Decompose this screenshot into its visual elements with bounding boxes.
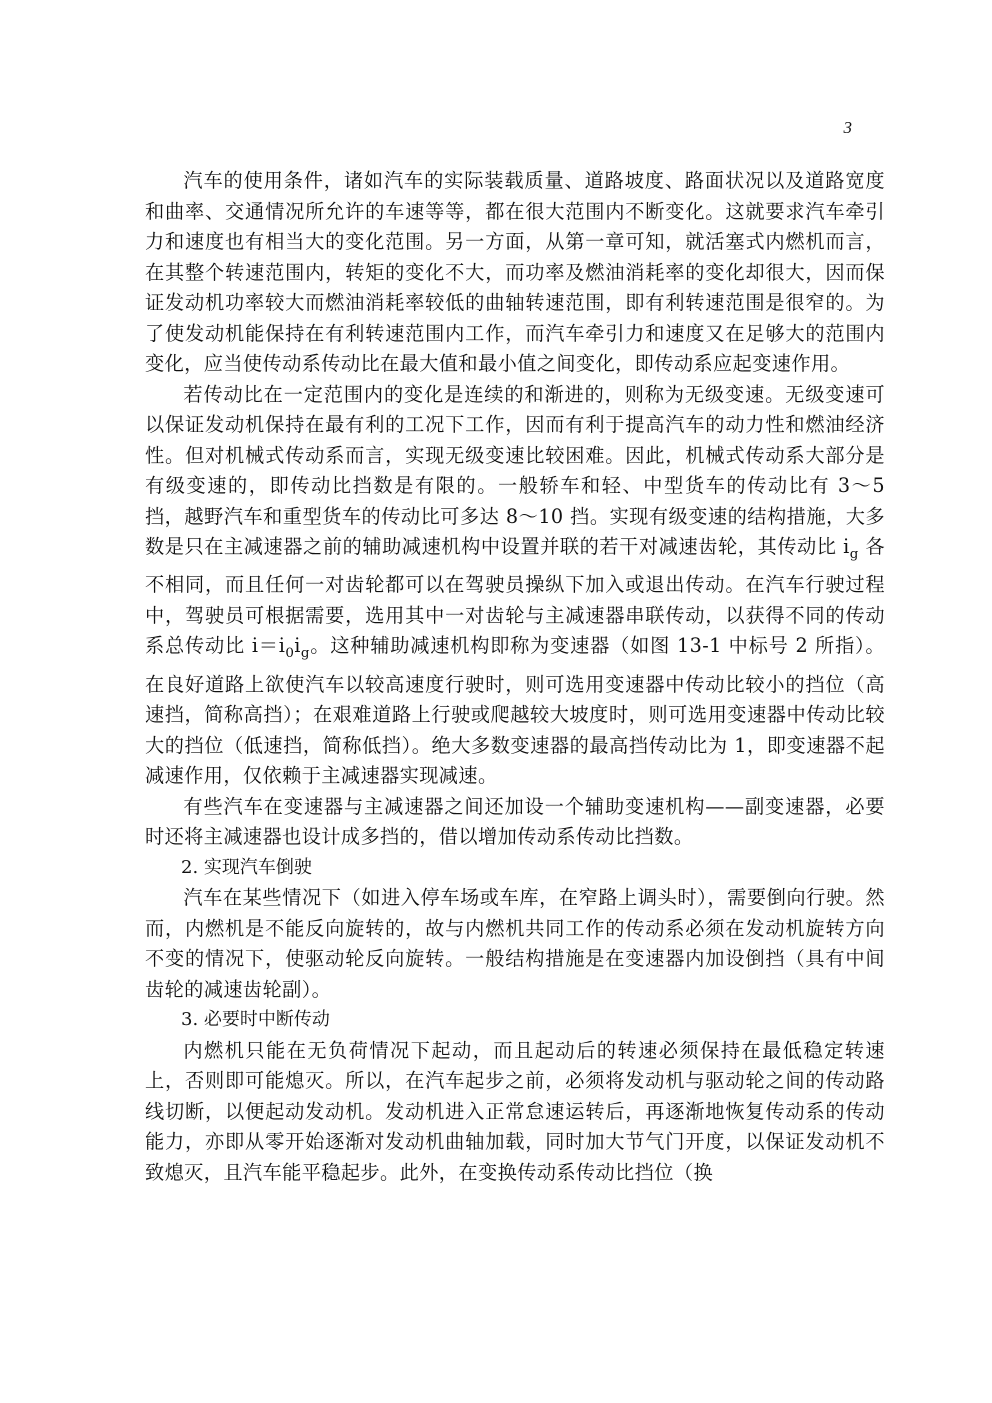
subscript: g xyxy=(300,646,310,662)
section-heading-interrupt: 3. 必要时中断传动 xyxy=(181,1009,330,1031)
text-run: i xyxy=(294,634,301,658)
page-number: 3 xyxy=(843,118,852,137)
subscript: g xyxy=(849,546,859,562)
paragraph-interrupt-transmission: 内燃机只能在无负荷情况下起动，而且起动后的转速必须保持在最低稳定转速上，否则即可能熄灭。所以，在汽车起步之前，必须将发动机与驱动轮之间的传动路线切断，以便起动发动机。发动机进入正常怠速运转后，再逐渐地恢复传动系的传动能力，亦即从零开始逐渐对发动机曲轴加载，同时加大节气门开度，以保证发动机不致熄灭，且汽车能平稳起步。此外，在变换传动系传动比挡位（换 xyxy=(145,1038,885,1184)
text-body xyxy=(145,166,885,1188)
text-run: 若传动比在一定范围内的变化是连续的和渐进的，则称为无级变速。无级变速可以保证发动机保持在最有利的工况下工作，因而有利于提高汽车的动力性和燃油经济性。但对机械式传动系而言，实现无级变速比较困难。因此，机械式传动系大部分是有级变速的，即传动比挡数是有限的。一般轿车和轻、中型货车的传动比有 3～5 挡，越野汽车和重型货车的传动比可多达 8～10 挡。实现有级变速的结构措施，大多数是只在主减速器之前的辅助减速机构中设置并联的若干对减速齿轮，其传动比 i xyxy=(145,382,885,558)
paragraph-reverse-driving: 汽车在某些情况下（如进入停车场或车库，在窄路上调头时），需要倒向行驶。然而，内燃机是不能反向旋转的，故与内燃机共同工作的传动系必须在发动机旋转方向不变的情况下，使驱动轮反向旋转。一般结构措施是在变速器内加设倒挡（具有中间齿轮的减速齿轮副）。 xyxy=(145,886,885,1001)
text-run: 各不相同，而且任何一对齿轮都可以在驾驶员操纵下加入或退出传动。在汽车行驶过程中，驾驶员可根据需要，选用其中一对齿轮与主减速器串联传动，以获得不同的传动系总传动比 i＝i xyxy=(145,535,885,658)
text-run: 。这种辅助减速机构即称为变速器（如图 13-1 中标号 2 所指）。在良好道路上欲使汽车以较高速度行驶时，则可选用变速器中传动比较小的挡位（高速挡，简称高挡）；在艰难道路上行驶或爬越较大坡度时，则可选用变速器中传动比较大的挡位（低速挡，简称低挡）。绝大多数变速器的最高挡传动比为 1，即变速器不起减速作用，仅依赖于主减速器实现减速。 xyxy=(145,634,885,788)
paragraph-usage-conditions: 汽车的使用条件，诸如汽车的实际装载质量、道路坡度、路面状况以及道路宽度和曲率、交通情况所允许的车速等等，都在很大范围内不断变化。这就要求汽车牵引力和速度也有相当大的变化范围。另一方面，从第一章可知，就活塞式内燃机而言，在其整个转速范围内，转矩的变化不大，而功率及燃油消耗率的变化却很大，因而保证发动机功率较大而燃油消耗率较低的曲轴转速范围，即有利转速范围是很窄的。为了使发动机能保持在有利转速范围内工作，而汽车牵引力和速度又在足够大的范围内变化，应当使传动系传动比在最大值和最小值之间变化，即传动系应起变速作用。 xyxy=(145,169,885,375)
subscript: 0 xyxy=(285,646,295,662)
paragraph-stepless-transmission xyxy=(145,380,885,792)
paragraph-auxiliary-gearbox: 有些汽车在变速器与主减速器之间还加设一个辅助变速机构——副变速器，必要时还将主减速器也设计成多挡的，借以增加传动系传动比挡数。 xyxy=(145,794,885,849)
section-heading-reverse: 2. 实现汽车倒驶 xyxy=(181,856,312,878)
